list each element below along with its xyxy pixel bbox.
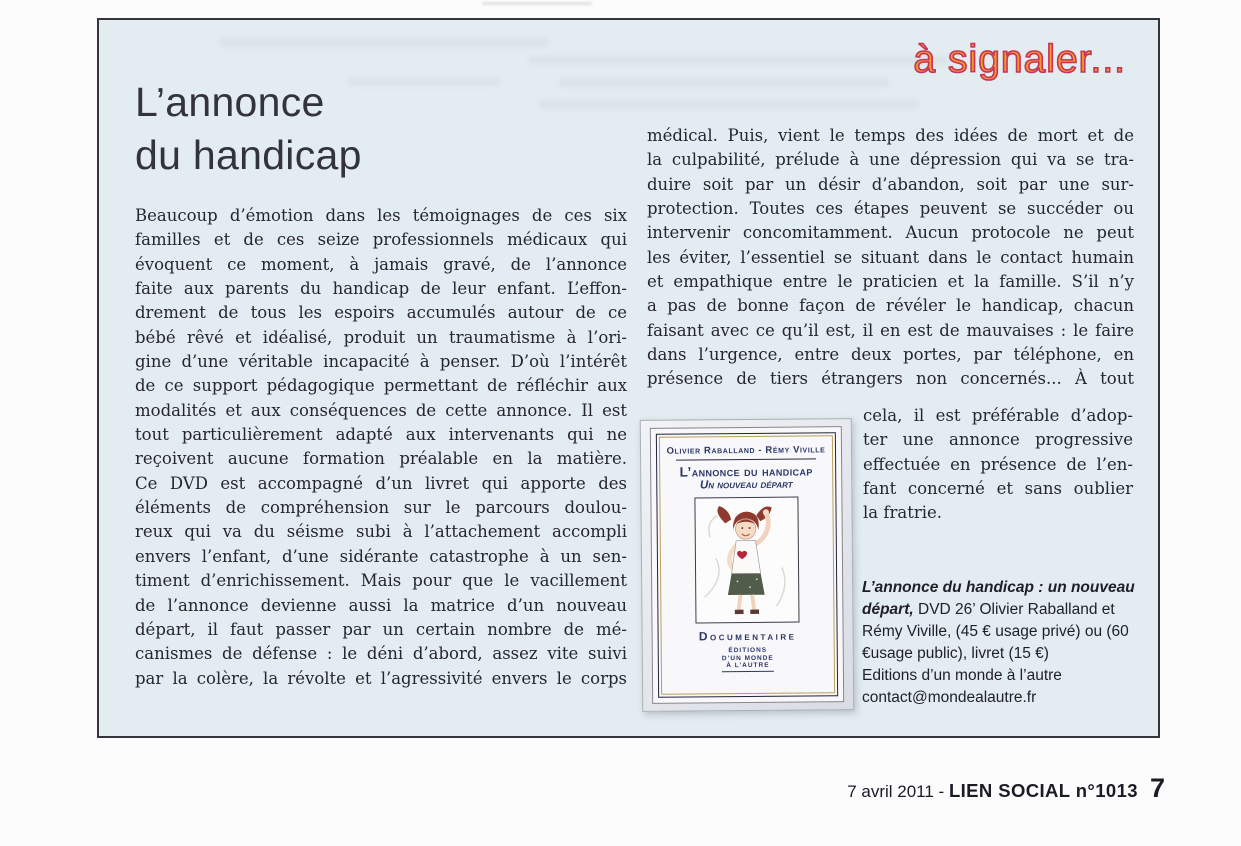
text-line: la culpabilité, prélude à une dépression qui va se tra- — [647, 150, 1134, 170]
text-line: canismes de défense : le déni d’abord, assez vite suivi — [135, 644, 627, 664]
text-line: dans l’urgence, entre deux portes, par téléphone, en — [647, 345, 1134, 365]
text-line: timent d’enrichissement. Mais pour que le vacillement — [135, 571, 627, 591]
text-line: duire soit par un désir d’abandon, soit par une sur- — [647, 174, 1134, 194]
text-line: faisant avec ce qu’il est, il en est de mauvaises : le faire — [647, 320, 1134, 340]
footer-date: 7 avril 2011 - — [847, 782, 949, 801]
product-caption — [862, 577, 1144, 709]
text-line: familles et de ces seize professionnels médicaux qui — [135, 230, 627, 250]
text-line: par la colère, la révolte et l’agressivité envers le corps — [135, 668, 627, 688]
text-line: Ce DVD est accompagné d’un livret qui apporte des — [135, 473, 627, 493]
caption-email: contact@mondealautre.fr — [862, 689, 1037, 706]
scan-artifact — [219, 38, 549, 47]
scan-artifact — [529, 56, 949, 65]
text-line: cela, il est préférable d’adop- — [863, 406, 1133, 425]
text-line: faite aux parents du handicap de leur enfant. L’effon- — [135, 279, 627, 299]
scan-artifact — [559, 78, 889, 87]
text-line: tout particulièrement adapté aux intervenants qui ne — [135, 425, 627, 445]
article-title — [135, 76, 362, 182]
text-line: envers l’enfant, d’une sidérante catastrophe à un sen- — [135, 546, 627, 566]
page-footer — [847, 773, 1165, 804]
dvd-title: L’annonce du handicap — [679, 463, 813, 480]
text-line: de ce support pédagogique permettant de réfléchir aux — [135, 376, 627, 396]
text-line: évoquent ce moment, à jamais gravé, de l’annonce — [135, 254, 627, 274]
text-line: effectuée en présence de l’en- — [863, 454, 1133, 474]
article-title-line1: L’annonce — [135, 79, 325, 125]
body-column-right-top — [647, 124, 1134, 392]
text-line: Beaucoup d’émotion dans les témoignages de ces six — [135, 206, 627, 225]
text-line: les éviter, l’essentiel se situant dans le contact humain — [647, 247, 1134, 267]
text-line: intervenir concomitamment. Aucun protocole ne peut — [647, 223, 1134, 243]
scan-artifact — [539, 100, 919, 109]
caption-publisher: Editions d’un monde à l’autre — [862, 667, 1062, 684]
cover-divider — [676, 458, 817, 460]
caption-details: DVD 26’ Olivier Raballand et Rémy Viville, (45 € usage privé) ou (60 €usage public), livret (15 €) — [862, 601, 1129, 662]
text-line: départ, il faut passer par un certain nombre de mé- — [135, 619, 627, 639]
text-line: fant concerné et sans oublier — [863, 479, 1133, 499]
text-line: éléments de compréhension sur le parcours doulou- — [135, 498, 627, 518]
text-line: la fratrie. — [863, 503, 942, 523]
text-line: modalités et aux conséquences de cette annonce. Il est — [135, 400, 627, 420]
text-line: bébé rêvé et idéalisé, produit un traumatisme à l’ori- — [135, 327, 627, 347]
girl-illustration — [695, 498, 798, 623]
publisher-line: ÉDITIONS — [728, 646, 768, 655]
scan-artifact — [349, 78, 499, 86]
dvd-genre: Documentaire — [698, 628, 797, 644]
text-line: protection. Toutes ces étapes peuvent se succéder ou — [647, 199, 1134, 219]
scan-artifact — [482, 2, 592, 5]
dvd-cover — [650, 426, 844, 704]
section-header-label: à signaler... — [913, 38, 1126, 81]
dvd-publisher-logo — [722, 647, 774, 672]
article-title-line2: du handicap — [135, 132, 362, 178]
content-panel — [97, 18, 1160, 738]
text-line: médical. Puis, vient le temps des idées de mort et de — [647, 126, 1134, 145]
body-column-left — [135, 204, 627, 691]
caption-lead: L’annonce du handicap : un nouveau départ, — [862, 579, 1135, 618]
footer-page-number: 7 — [1149, 773, 1165, 803]
text-line: reçoivent aucune formation préalable en la matière. — [135, 449, 627, 469]
dvd-illustration — [694, 497, 799, 624]
text-line: ter une annonce progressive — [863, 430, 1133, 450]
publisher-line: À L’AUTRE — [726, 661, 770, 670]
caption-main — [862, 577, 1144, 665]
text-line: présence de tiers étrangers non concernés... À tout — [647, 369, 1134, 389]
publisher-line: D’UN MONDE — [721, 654, 774, 662]
dvd-authors: Olivier Raballand - Rémy Viville — [666, 444, 826, 457]
text-line: a pas de bonne façon de révéler le handicap, chacun — [647, 296, 1134, 316]
dvd-subtitle: Un nouveau départ — [699, 478, 793, 492]
footer-magazine: LIEN SOCIAL n°1013 — [948, 780, 1138, 801]
body-column-right-wrap — [863, 404, 1133, 526]
text-line: gine d’une véritable incapacité à penser. D’où l’intérêt — [135, 352, 627, 372]
text-line: de l’annonce devienne aussi la matrice d’un nouveau — [135, 595, 627, 615]
text-line: et empathique entre le praticien et la famille. S’il n’y — [647, 272, 1134, 292]
text-line: reux qui va du séisme subi à l’attachement accompli — [135, 522, 627, 542]
text-line: drement de tous les espoirs accumulés autour de ce — [135, 303, 627, 323]
dvd-cover-photo — [640, 418, 855, 712]
